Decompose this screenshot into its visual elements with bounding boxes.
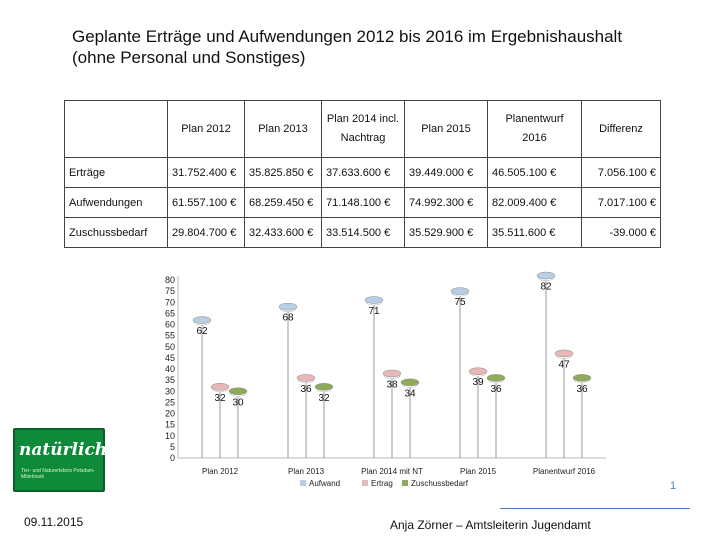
x-tick-label: Plan 2014 mit NT (361, 467, 423, 476)
y-tick-label: 35 (164, 375, 175, 386)
y-tick-label: 15 (164, 419, 175, 430)
y-tick-label: 80 (164, 275, 175, 285)
data-label: 68 (282, 312, 294, 324)
table-cell: 39.449.000 € (405, 158, 488, 188)
data-label: 82 (540, 281, 552, 293)
slide-title-line1: Geplante Erträge und Aufwendungen 2012 bis 2016 im Ergebnishaushalt (72, 27, 623, 46)
data-label: 32 (214, 392, 226, 404)
table-cell: 35.529.900 € (405, 218, 488, 248)
legend-swatch (402, 480, 408, 486)
table-cell: 35.511.600 € (488, 218, 582, 248)
row-label-ertraege: Erträge (65, 158, 168, 188)
bar-cap (451, 288, 469, 295)
table-cell: 29.804.700 € (168, 218, 245, 248)
x-tick-label: Plan 2013 (287, 467, 325, 476)
table-cell: 74.992.300 € (405, 188, 488, 218)
data-label: 36 (490, 383, 502, 395)
table-header-plan-2014: Plan 2014 incl. Nachtrag (322, 101, 405, 158)
y-tick-label: 30 (164, 386, 175, 397)
row-label-zuschussbedarf: Zuschussbedarf (65, 218, 168, 248)
table-cell: 33.514.500 € (322, 218, 405, 248)
bar-cap (469, 368, 487, 375)
table-header-row (65, 101, 661, 158)
table-cell: 68.259.450 € (245, 188, 322, 218)
x-tick-label: Plan 2015 (459, 467, 497, 476)
y-tick-label: 45 (164, 352, 175, 363)
bar-cap (229, 388, 247, 395)
table-cell: 82.009.400 € (488, 188, 582, 218)
x-tick-label: Planentwurf 2016 (532, 467, 596, 476)
table-cell: 31.752.400 € (168, 158, 245, 188)
y-tick-label: 5 (169, 441, 175, 452)
bar-cap (315, 383, 333, 390)
data-label: 75 (454, 297, 466, 309)
y-tick-label: 55 (164, 330, 175, 341)
y-tick-label: 20 (164, 408, 175, 419)
data-label: 38 (386, 379, 398, 391)
slide-title (72, 26, 692, 68)
data-label: 71 (368, 306, 380, 318)
y-tick-label: 70 (164, 297, 175, 308)
logo (13, 428, 115, 492)
data-label: 34 (404, 388, 416, 400)
table-row (65, 218, 661, 248)
page-number: 1 (670, 480, 677, 492)
data-label: 36 (576, 383, 588, 395)
table-cell: 71.148.100 € (322, 188, 405, 218)
table-cell: 46.505.100 € (488, 158, 582, 188)
table-cell: 7.056.100 € (582, 158, 661, 188)
table-header-plan-2013: Plan 2013 (245, 101, 322, 158)
table-cell: 37.633.600 € (322, 158, 405, 188)
y-tick-label: 65 (164, 308, 175, 319)
table-cell: 32.433.600 € (245, 218, 322, 248)
row-label-aufwendungen: Aufwendungen (65, 188, 168, 218)
legend-label: Ertrag (371, 479, 393, 488)
bar-cap (487, 374, 505, 381)
budget-table (64, 100, 661, 248)
y-tick-label: 50 (164, 341, 175, 352)
data-label: 36 (300, 383, 312, 395)
table-header-differenz: Differenz (582, 101, 661, 158)
table-header-empty (65, 101, 168, 158)
legend-swatch (300, 480, 306, 486)
y-tick-label: 25 (164, 397, 175, 408)
table-header-plan-2012: Plan 2012 (168, 101, 245, 158)
table-cell: -39.000 € (582, 218, 661, 248)
table-header-planentwurf-2016: Planentwurf 2016 (488, 101, 582, 158)
data-label: 39 (472, 377, 484, 389)
legend-label: Aufwand (309, 479, 341, 488)
table-cell: 61.557.100 € (168, 188, 245, 218)
bar-cap (555, 350, 573, 357)
y-tick-label: 40 (164, 364, 175, 374)
legend-label: Zuschussbedarf (411, 479, 468, 488)
table-row (65, 188, 661, 218)
data-label: 32 (318, 392, 330, 404)
bar-cap (383, 370, 401, 377)
legend-swatch (362, 480, 368, 486)
y-tick-label: 10 (164, 430, 175, 441)
table-cell: 7.017.100 € (582, 188, 661, 218)
bar-chart (150, 262, 620, 494)
table-row (65, 158, 661, 188)
y-tick-label: 75 (164, 286, 175, 297)
footer-date: 09.11.2015 (24, 515, 84, 529)
footer-presenter: Anja Zörner – Amtsleiterin Jugendamt (390, 518, 591, 532)
bar-cap (297, 374, 315, 381)
logo-subtext: Tier- und Naturerlebnis Potsdam-Mittelmark (21, 468, 95, 480)
bar-cap (573, 374, 591, 381)
logo-text: natürlich! (19, 440, 115, 460)
x-tick-label: Plan 2012 (201, 467, 239, 476)
footer-divider (500, 508, 690, 509)
y-tick-label: 60 (164, 319, 175, 330)
table-cell: 35.825.850 € (245, 158, 322, 188)
bar-cap (401, 379, 419, 386)
bar-cap (537, 272, 555, 279)
data-label: 47 (558, 359, 570, 371)
bar-cap (193, 317, 211, 324)
bar-cap (211, 383, 229, 390)
data-label: 62 (196, 326, 208, 338)
bar-cap (279, 303, 297, 310)
y-tick-label: 0 (169, 453, 175, 463)
data-label: 30 (232, 397, 244, 409)
bar-cap (365, 297, 383, 304)
table-header-plan-2015: Plan 2015 (405, 101, 488, 158)
slide-title-line2: (ohne Personal und Sonstiges) (72, 48, 306, 67)
